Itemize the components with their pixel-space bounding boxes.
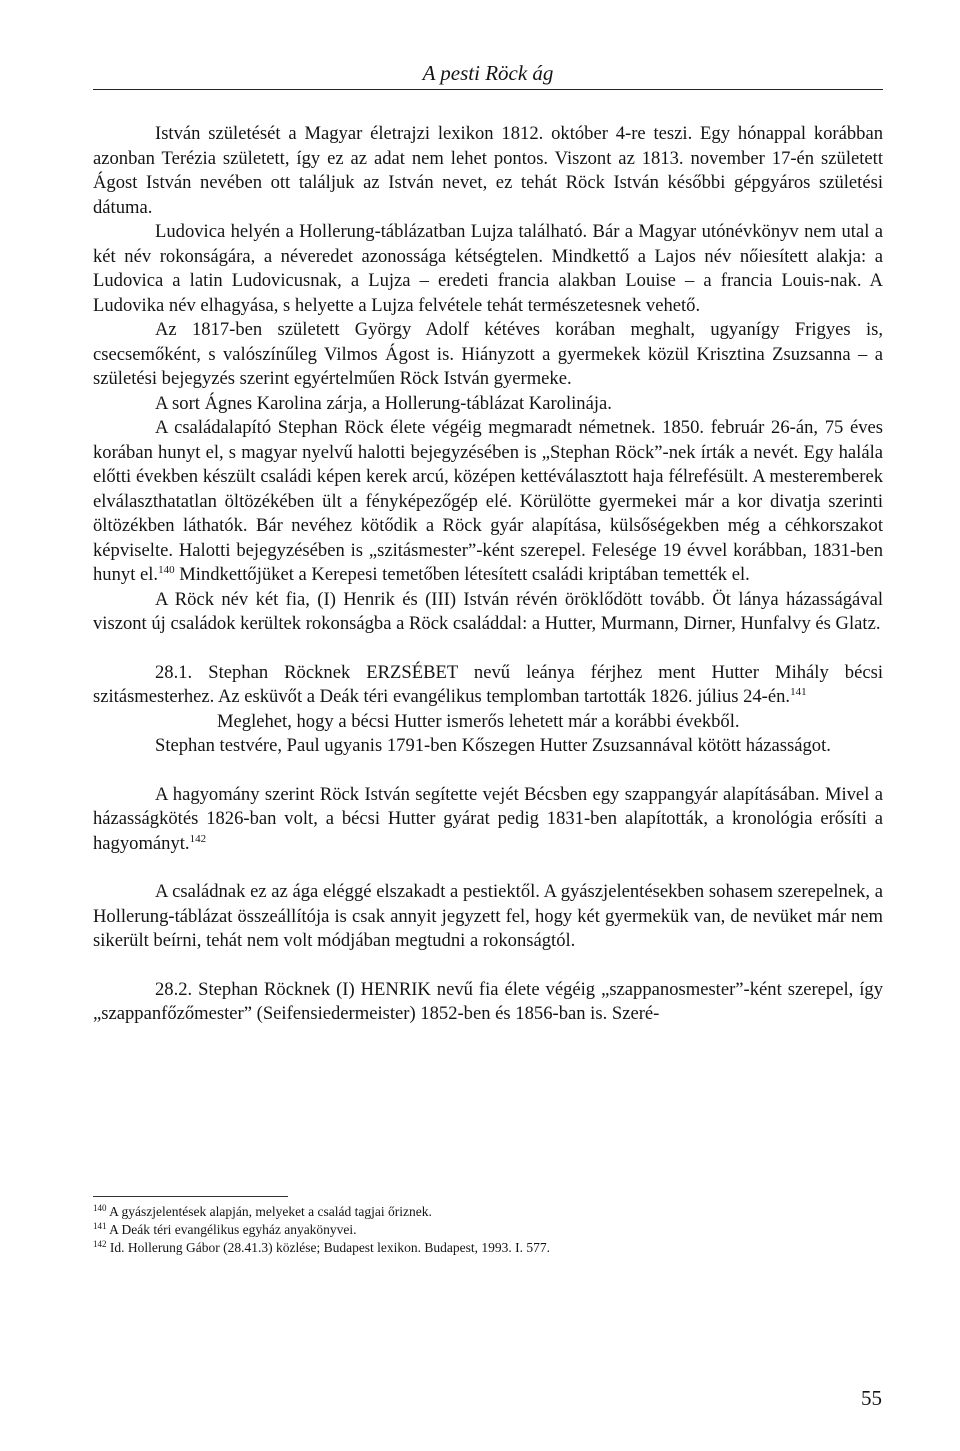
paragraph: István születését a Magyar életrajzi lexikon 1812. október 4-re teszi. Egy hónappal korábban azonban Terézia született, így ez az adat nem lehet pontos. Viszont az 1813. november 17-én született Ágost István nevében ott találjuk az István nevet, ez tehát Röck István későbbi gépgyáros születési dátuma. xyxy=(93,123,883,218)
paragraph-with-note xyxy=(93,416,883,588)
paragraph: A családnak ez az ága eléggé elszakadt a pestiektől. A gyászjelentésekben sohasem szerepelnek, a Hollerung-táblázat összeállítója is csak annyit jegyzett fel, hogy két gyermekük van, de nevüket már nem sikerült beírni, tehát nem volt módjában megtudni a rokonságtól. xyxy=(93,881,883,951)
paragraph-text: A családalapító Stephan Röck élete végéig megmaradt németnek. 1850. február 26-án, 75 éves korában hunyt el, s magyar nyelvű halotti bejegyzésében is „Stephan Röck”-nek írták a nevét. Egy halála előtti években készült családi képen kerek arcú, középen kettéválasztott haja félrefésült. A mesteremberek elválaszthatatlan öltözékében ült a fényképezőgép elé. Körülötte gyermekei már a kor divatja szerinti öltözékben láthatók. Bár nevéhez kötődik a Röck gyár alapítása, külsőségekben még a céhkorszakot képviselte. Halotti bejegyzésében is „szitásmester”-ként szerepel. Felesége 19 évvel korábban, 1831-ben hunyt el. xyxy=(93,417,883,585)
footnote xyxy=(93,1221,883,1239)
running-head-title: A pesti Röck ág xyxy=(422,61,554,85)
footnote-text: Id. Hollerung Gábor (28.41.3) közlése; Budapest lexikon. Budapest, 1993. I. 577. xyxy=(109,1240,551,1255)
footnote-number: 141 xyxy=(93,1221,107,1231)
paragraph: A sort Ágnes Karolina zárja, a Hollerung-táblázat Karolinája. xyxy=(155,392,612,414)
paragraph: A Röck név két fia, (I) Henrik és (III) István révén öröklődött tovább. Öt lánya házasságával viszont új családok kerültek rokonságba a Röck családdal: a Hutter, Murmann, Dirner, Hunfalvy és Glatz. xyxy=(93,588,883,634)
footnote-divider xyxy=(93,1196,288,1197)
footnote xyxy=(93,1203,883,1221)
section-paragraph: 28.2. Stephan Röcknek (I) HENRIK nevű fia élete végéig „szappanosmester”-ként szerepel, így „szappanfőzőmester” (Seifensiedermeister) 1852-ben és 1856-ban is. Szeré- xyxy=(93,978,883,1024)
running-head xyxy=(93,60,883,90)
indented-passage: Meglehet, hogy a bécsi Hutter ismerős lehetett már a korábbi évekből. xyxy=(217,710,740,732)
paragraph: Az 1817-ben született György Adolf kétéves korában meghalt, ugyanígy Frigyes is, csecsemőként, s valószínűleg Vilmos Ágost is. Hiányzott a gyermekek közül Krisztina Zsuzsanna – a születési bejegyzés szerint egyértelműen Röck István gyermeke. xyxy=(93,319,883,389)
paragraph-text: 28.1. Stephan Röcknek ERZSÉBET nevű leánya férjhez ment Hutter Mihály bécsi szitásmesterhez. Az esküvőt a Deák téri evangélikus templomban tartották 1826. július 24-én. xyxy=(93,661,883,707)
footnote xyxy=(93,1239,883,1257)
footnote-ref[interactable]: 140 xyxy=(158,564,175,576)
paragraph-with-note xyxy=(93,783,883,857)
footnote-text: A Deák téri evangélikus egyház anyakönyvei. xyxy=(109,1222,357,1237)
section-paragraph xyxy=(93,661,883,710)
body-text xyxy=(93,122,883,1027)
footnote-number: 140 xyxy=(93,1203,107,1213)
footnote-ref[interactable]: 141 xyxy=(790,686,807,698)
footnote-ref[interactable]: 142 xyxy=(189,832,207,845)
paragraph-text: Mindkettőjüket a Kerepesi temetőben létesített családi kriptában temették el. xyxy=(179,564,750,585)
paragraph: Ludovica helyén a Hollerung-táblázatban Lujza található. Bár a Magyar utónévkönyv nem utal a két név rokonságára, a néveredet azonossága kétségtelen. Mindkettő a Lajos név nőiesített alakja: a Ludovica a latin Ludovicusnak, a Lujza – eredeti francia alakban Louise – a francia Louis-nak. A Ludovika név elhagyása, s helyette a Lujza felvétele tehát természetesnek vehető. xyxy=(93,221,883,316)
indented-passage-continued: Stephan testvére, Paul ugyanis 1791-ben Kőszegen Hutter Zsuzsannával kötött házasságot. xyxy=(155,735,831,756)
footnote-text: A gyászjelentések alapján, melyeket a család tagjai őriznek. xyxy=(109,1204,432,1219)
paragraph-text: A hagyomány szerint Röck István segítette vejét Bécsben egy szappangyár alapításában. Mivel a házasságkötés 1826-ban volt, a bécsi Hutter gyárat pedig 1831-ben alapították, a kronológia erősíti a hagyományt. xyxy=(93,783,883,854)
footnotes xyxy=(93,1203,883,1257)
footnote-number: 142 xyxy=(93,1239,107,1249)
page-number: 55 xyxy=(861,1386,882,1410)
